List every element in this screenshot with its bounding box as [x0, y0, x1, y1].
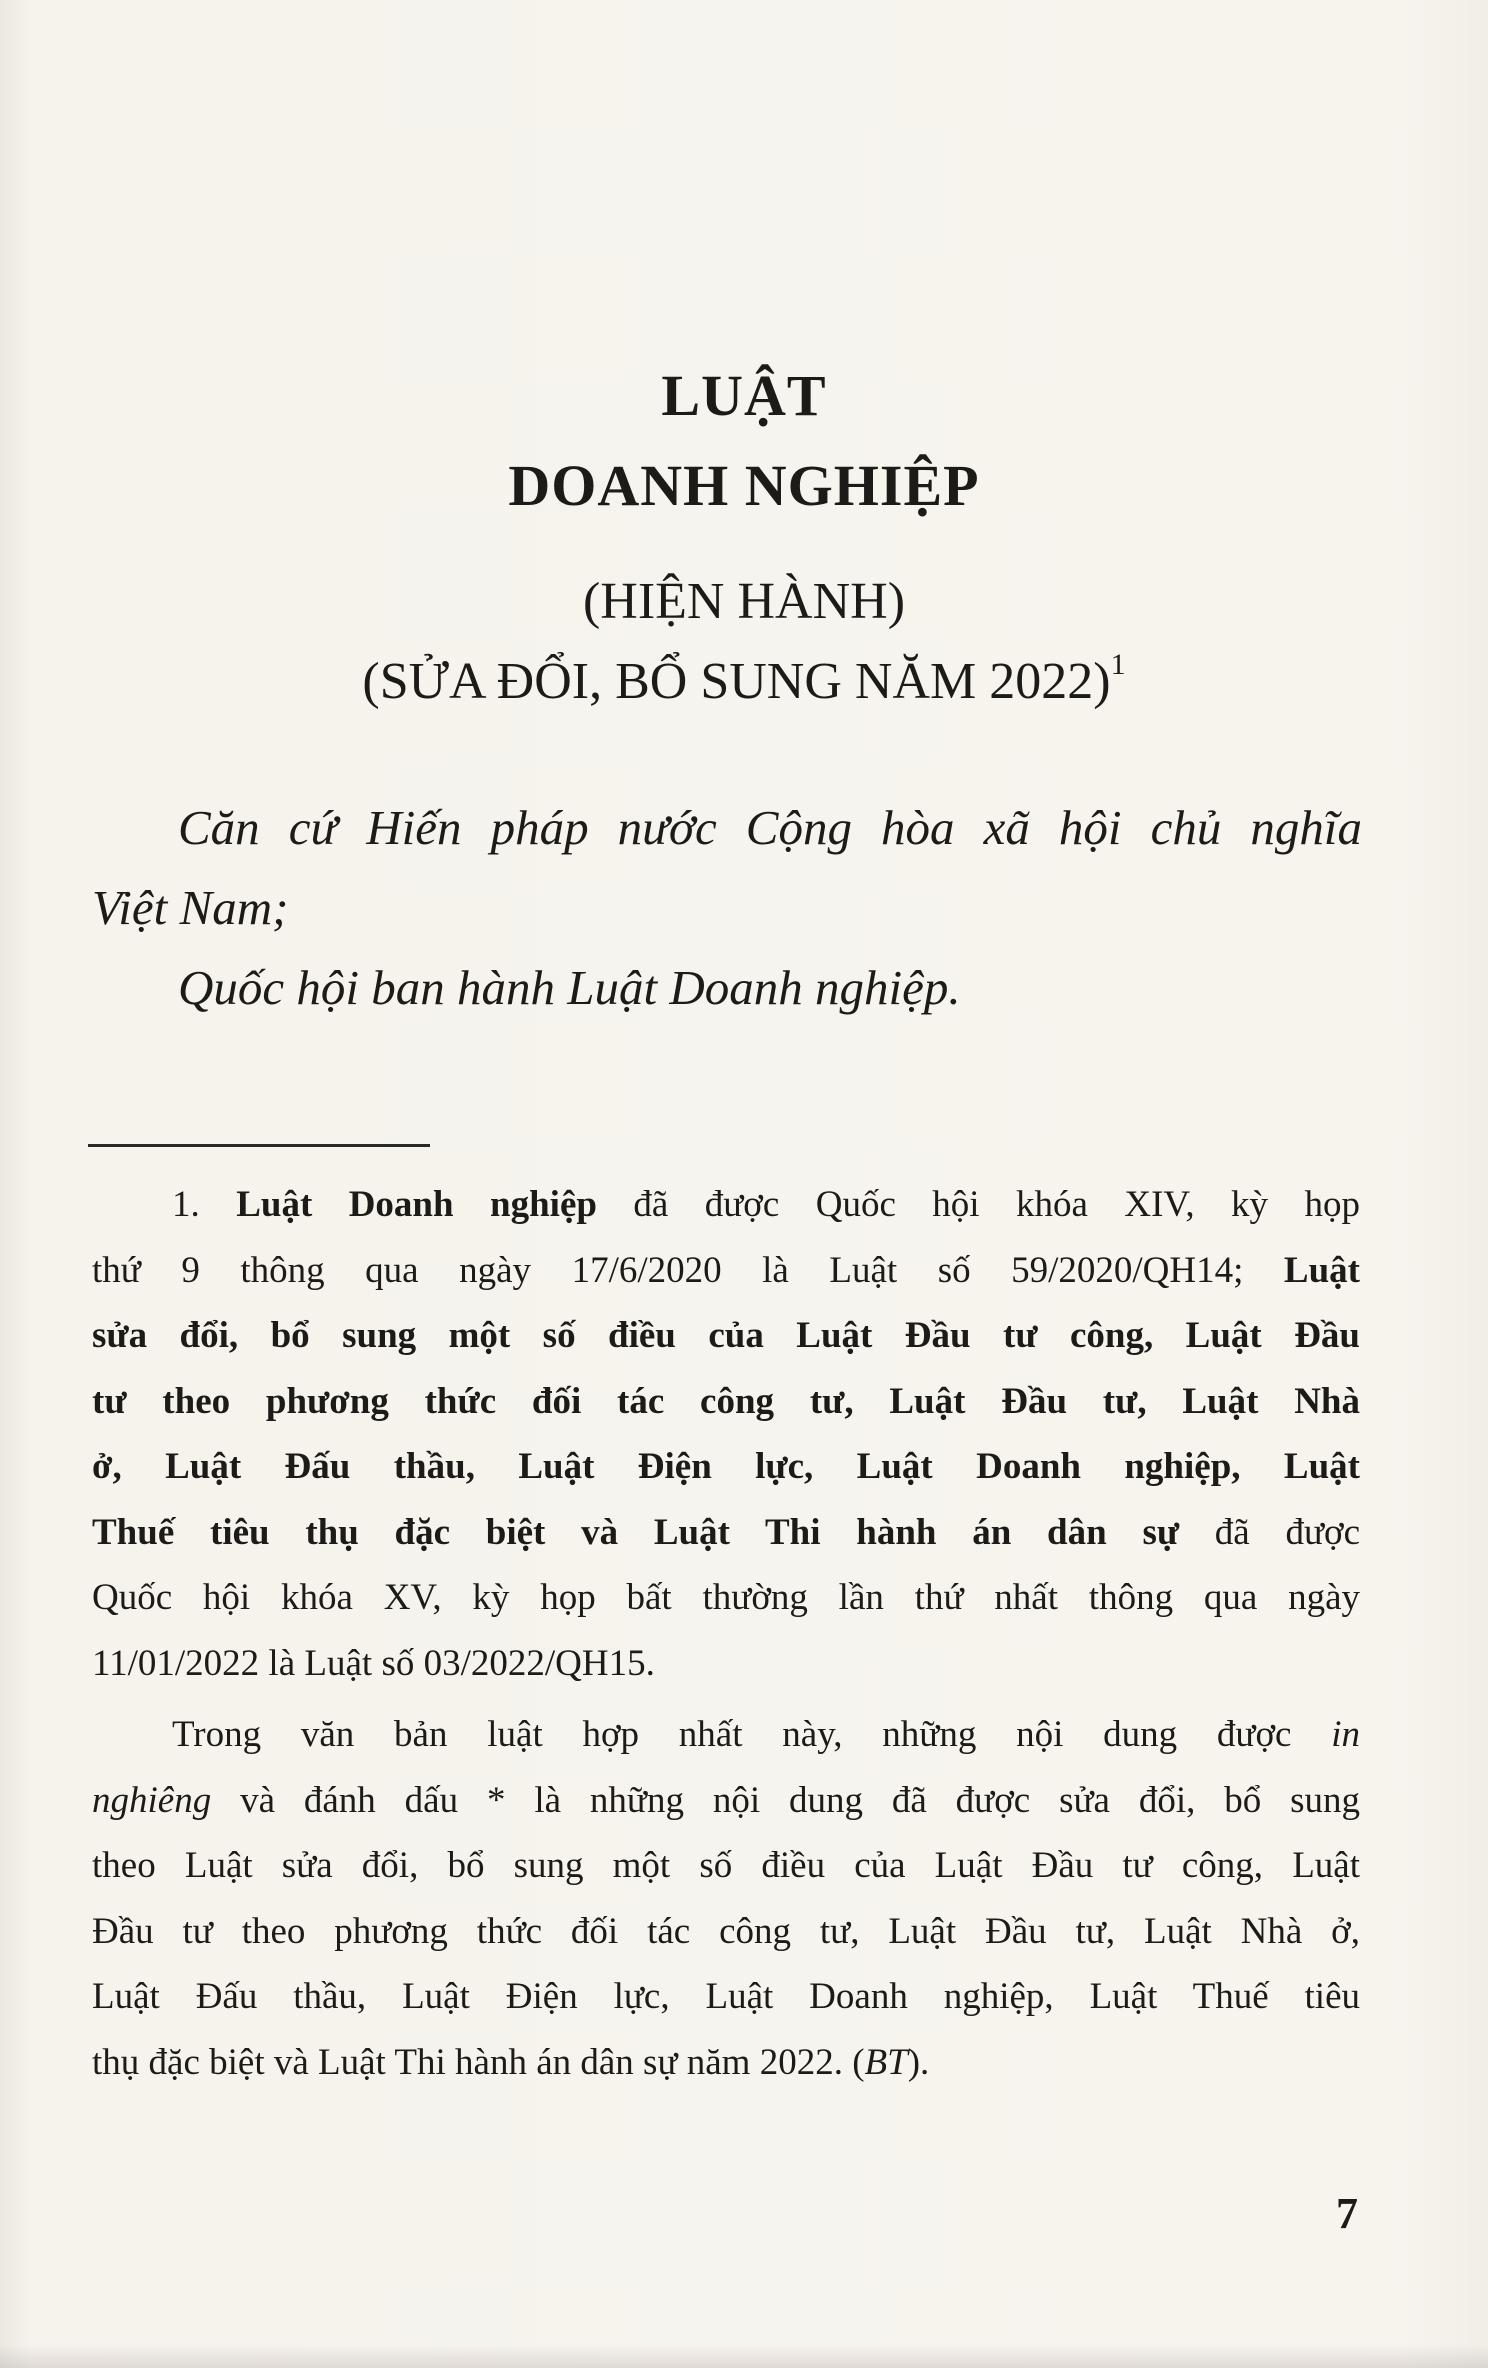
- preamble-line-1-cont: Việt Nam;: [92, 880, 289, 935]
- footnote-paragraph-1: [92, 1172, 1360, 1696]
- page-number: 7: [1336, 2189, 1358, 2238]
- law-amendment-note: [0, 648, 1488, 711]
- law-title: LUẬT: [661, 363, 827, 428]
- footnote-line: ở, Luật Đấu thầu, Luật Điện lực, Luật Doanh nghiệp, Luật: [92, 1446, 1360, 1487]
- footnote-line: [92, 1172, 1360, 1238]
- footnote-line: Luật Đấu thầu, Luật Điện lực, Luật Doanh nghiệp, Luật Thuế tiêu: [92, 1976, 1360, 2017]
- footnote-line: theo Luật sửa đổi, bổ sung một số điều của Luật Đầu tư công, Luật: [92, 1845, 1360, 1886]
- footnote-line: [92, 1768, 1360, 1834]
- footnote-paragraph-2: [92, 1702, 1360, 2095]
- footnote-text: ).: [907, 2041, 930, 2083]
- footnote-line: [92, 1702, 1360, 1768]
- footnote-line: sửa đổi, bổ sung một số điều của Luật Đầu tư công, Luật Đầu: [92, 1315, 1360, 1356]
- footnote-divider: [88, 1144, 430, 1147]
- amendment-text: (SỬA ĐỔI, BỔ SUNG NĂM 2022): [362, 653, 1111, 710]
- footnote-line: [92, 2030, 1360, 2096]
- footnote-line: tư theo phương thức đối tác công tư, Luật Đầu tư, Luật Nhà: [92, 1380, 1360, 1422]
- page-edge-shadow: [0, 2344, 1488, 2368]
- footnote-line: Quốc hội khóa XV, kỳ họp bất thường lần thứ nhất thông qua ngày: [92, 1577, 1360, 1618]
- footnote-bold-text: Luật: [1283, 1249, 1360, 1291]
- preamble-line-1: Căn cứ Hiến pháp nước Cộng hòa xã hội chủ nghĩa: [178, 800, 1362, 855]
- footnote-text: Trong văn bản luật hợp nhất này, những nội dung được: [172, 1714, 1332, 1755]
- law-name: DOANH NGHIỆP: [508, 453, 980, 518]
- preamble-line-2: Quốc hội ban hành Luật Doanh nghiệp.: [178, 960, 961, 1015]
- law-status: (HIỆN HÀNH): [582, 573, 906, 630]
- footnote-bold-text: Thuế tiêu thụ đặc biệt và Luật Thi hành án dân sự: [92, 1511, 1180, 1553]
- footnote-text: và đánh dấu * là những nội dung đã được sửa đổi, bổ sung: [211, 1779, 1360, 1821]
- footnote-text: đã được: [1179, 1511, 1361, 1553]
- footnote-line: Đầu tư theo phương thức đối tác công tư, Luật Đầu tư, Luật Nhà ở,: [92, 1910, 1360, 1952]
- footnote-italic-text: BT: [864, 2041, 908, 2083]
- footnote-text: thứ 9 thông qua ngày 17/6/2020 là Luật số 59/2020/QH14;: [92, 1249, 1284, 1291]
- footnote-text: thụ đặc biệt và Luật Thi hành án dân sự năm 2022. (: [92, 2041, 865, 2083]
- footnote-line: 11/01/2022 là Luật số 03/2022/QH15.: [92, 1642, 655, 1684]
- footnote-marker: 1: [1110, 648, 1126, 681]
- footnote-italic-text: in: [1331, 1714, 1360, 1755]
- footnote-text: đã được Quốc hội khóa XIV, kỳ họp: [596, 1184, 1360, 1225]
- footnote-number: 1.: [172, 1184, 237, 1225]
- footnote-line: [92, 1500, 1360, 1566]
- footnote-line: [92, 1238, 1360, 1304]
- footnote-italic-text: nghiêng: [92, 1779, 212, 1821]
- footnote-bold-text: Luật Doanh nghiệp: [236, 1184, 597, 1225]
